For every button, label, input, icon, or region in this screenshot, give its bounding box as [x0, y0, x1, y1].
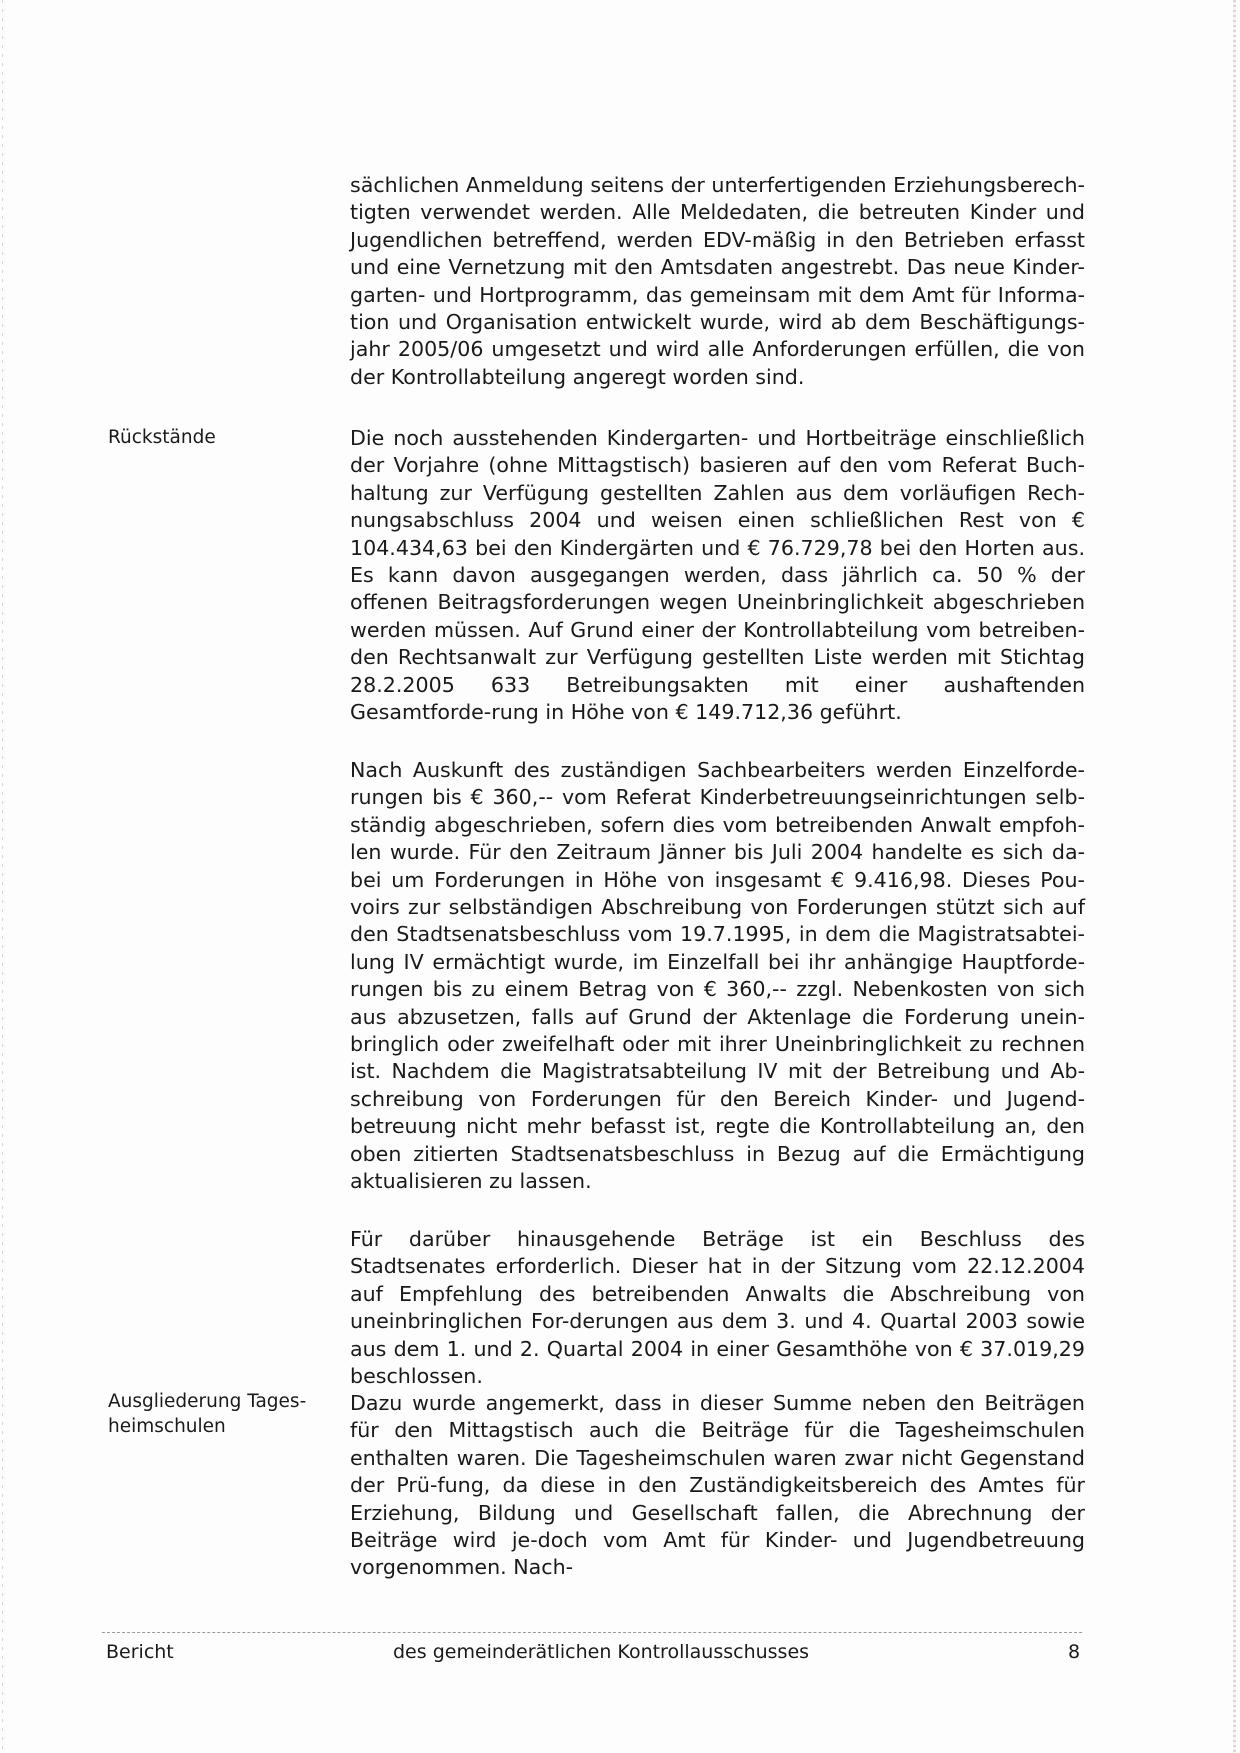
margin-label-rueckstaende: Rückstände [108, 427, 216, 448]
footer-divider [102, 1632, 1082, 1633]
paragraph-tagesheimschulen: Dazu wurde angemerkt, dass in dieser Summe neben den Beiträgen für den Mittagstisch auch die Beiträge für die Tagesheimschulen enthalten waren. Die Tagesheimschulen waren zwar nicht Gegenstand der Prü-fung, da diese in den Zuständigkeitsbereich des Amtes für Erziehung, Bildung und Gesellschaft fallen, die Abrechnung der Beiträge wird je-doch vom Amt für Kinder- und Jugendbetreuung vorgenommen. Nach- [350, 1391, 1085, 1580]
scan-edge-left [2, 0, 3, 1753]
margin-label-ausgliederung: Ausgliederung Tages-heimschulen [108, 1391, 307, 1437]
paragraph-stadtsenat-beschluss: Für darüber hinausgehende Beträge ist ein Beschluss des Stadtsenates erforderlich. Dieser hat in der Sitzung vom 22.12.2004 auf Empfehlung des betreibenden Anwalts die Abschreibung von uneinbringlichen For-derungen aus dem 3. und 4. Quartal 2003 sowie aus dem 1. und 2. Quartal 2004 in einer Gesamthöhe von € 37.019,29 beschlossen. [350, 1227, 1085, 1389]
paragraph-anmeldung: sächlichen Anmeldung seitens der unterfertigenden Erziehungsberech-tigten verwendet werden. Alle Meldedaten, die betreuten Kinder und Jugendlichen betreffend, werden EDV-mäßig in den Betrieben erfasst und eine Vernetzung mit den Amtsdaten angestrebt. Das neue Kinder-garten- und Hortprogramm, das gemeinsam mit dem Amt für Informa-tion und Organisation entwickelt wurde, wird ab dem Beschäftigungs-jahr 2005/06 umgesetzt und wird alle Anforderungen erfüllen, die von der Kontrollabteilung angeregt worden sind. [350, 173, 1085, 389]
scan-edge-right [1233, 0, 1236, 1753]
footer-report-label: Bericht [106, 1641, 174, 1663]
paragraph-einzelforderungen: Nach Auskunft des zuständigen Sachbearbeiters werden Einzelforde-rungen bis € 360,-- vom Referat Kinderbetreuungseinrichtungen selb-ständig abgeschrieben, sofern dies vom betreibenden Anwalt empfoh-len wurde. Für den Zeitraum Jänner bis Juli 2004 handelte es sich da-bei um Forderungen in Höhe von insgesamt € 9.416,98. Dieses Pou-voirs zur selbständigen Abschreibung von Forderungen stützt sich auf den Stadtsenatsbeschluss vom 19.7.1995, in dem die Magistratsabtei-lung IV ermächtigt wurde, im Einzelfall bei ihr anhängige Hauptforde-rungen bis zu einem Betrag von € 360,-- zzgl. Nebenkosten von sich aus abzusetzen, falls auf Grund der Aktenlage die Forderung unein-bringlich oder zweifelhaft oder mit ihrer Uneinbringlichkeit zu rechnen ist. Nachdem die Magistratsabteilung IV mit der Betreibung und Ab-schreibung von Forderungen für den Bereich Kinder- und Jugend-betreuung nicht mehr befasst ist, regte die Kontrollabteilung an, den oben zitierten Stadtsenatsbeschluss in Bezug auf die Ermächtigung aktualisieren zu lassen. [350, 758, 1085, 1194]
page-number: 8 [1068, 1641, 1081, 1663]
footer-title: des gemeinderätlichen Kontrollausschusses [393, 1641, 810, 1663]
paragraph-rueckstaende: Die noch ausstehenden Kindergarten- und Hortbeiträge einschließlich der Vorjahre (ohne Mittagstisch) basieren auf den vom Referat Buch-haltung zur Verfügung gestellten Zahlen aus dem vorläufigen Rech-nungsabschluss 2004 und weisen einen schließlichen Rest von € 104.434,63 bei den Kindergärten und € 76.729,78 bei den Horten aus. Es kann davon ausgegangen werden, dass jährlich ca. 50 % der offenen Beitragsforderungen wegen Uneinbringlichkeit abgeschrieben werden müssen. Auf Grund einer der Kontrollabteilung vom betreiben-den Rechtsanwalt zur Verfügung gestellten Liste werden mit Stichtag 28.2.2005 633 Betreibungsakten mit einer aushaftenden Gesamtforde-rung in Höhe von € 149.712,36 geführt. [350, 426, 1085, 725]
